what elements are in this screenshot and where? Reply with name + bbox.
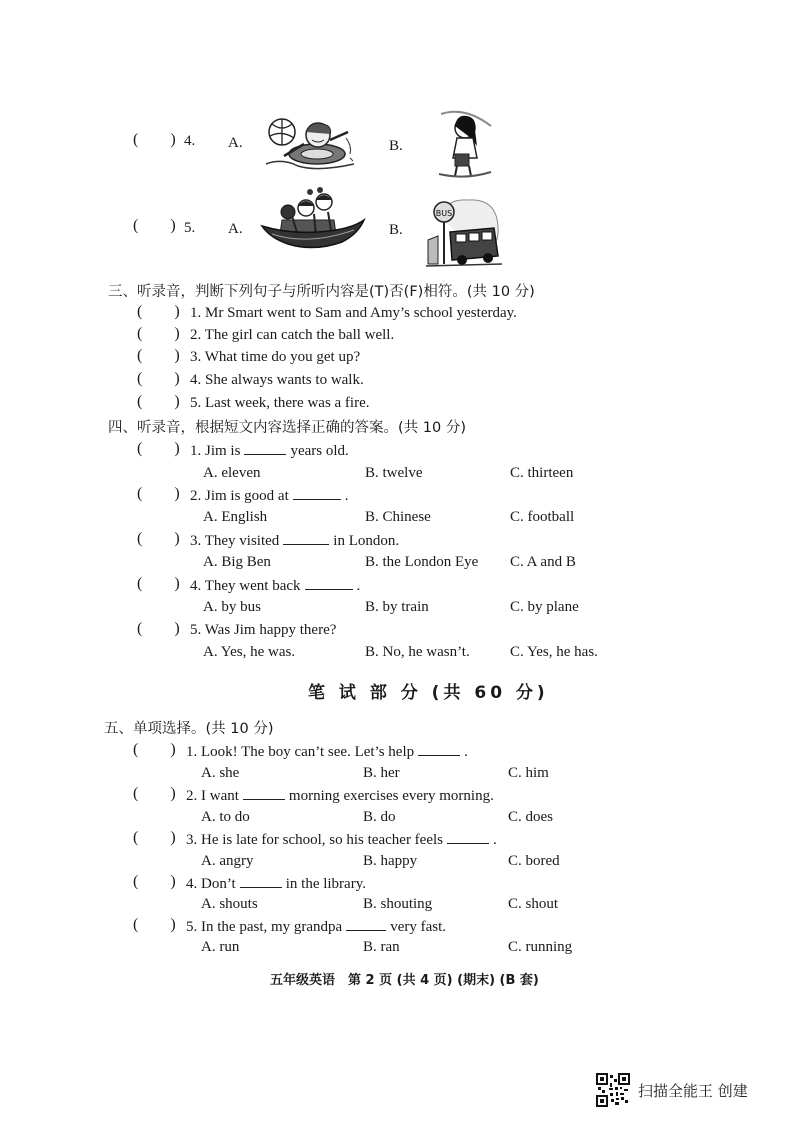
option-c: C. by plane <box>510 599 579 615</box>
option-b: B. twelve <box>365 465 423 481</box>
option-c: C. does <box>508 809 553 825</box>
fill-blank <box>346 916 386 931</box>
question-number: 4. <box>184 133 196 149</box>
option-a: A. she <box>201 765 240 781</box>
statement-text: 4. She always wants to walk. <box>190 372 364 388</box>
fill-blank <box>283 530 329 545</box>
option-a: A. eleven <box>203 465 261 481</box>
option-b: B. the London Eye <box>365 554 479 570</box>
option-c: C. Yes, he has. <box>510 644 598 660</box>
option-a: A. Yes, he was. <box>203 644 296 660</box>
answer-paren[interactable]: ( ) <box>137 485 180 502</box>
option-b: B. happy <box>363 853 418 869</box>
answer-paren[interactable]: ( ) <box>133 741 176 758</box>
answer-paren[interactable]: ( ) <box>133 829 176 846</box>
option-a: A. English <box>203 509 268 525</box>
answer-paren[interactable]: ( ) <box>137 370 180 387</box>
answer-paren[interactable]: ( ) <box>133 785 176 802</box>
girl-with-bucket-illustration <box>435 108 495 180</box>
answer-paren[interactable]: ( ) <box>137 303 180 320</box>
option-a: A. by bus <box>203 599 261 615</box>
written-part-title: 笔 试 部 分 (共 60 分) <box>308 683 549 703</box>
option-a: A. Big Ben <box>203 554 271 570</box>
question-number: 5. <box>184 220 196 236</box>
page-footer: 五年级英语 第 2 页 (共 4 页) (期末) (B 套) <box>270 973 539 988</box>
option-c: C. shout <box>508 896 559 912</box>
section-3-title: 三、听录音，判断下列句子与所听内容是(T)否(F)相符。(共 10 分) <box>108 284 535 300</box>
answer-paren[interactable]: ( ) <box>137 393 180 410</box>
answer-paren[interactable]: ( ) <box>137 440 180 457</box>
answer-paren[interactable]: ( ) <box>133 873 176 890</box>
fill-blank <box>447 829 489 844</box>
children-in-boat-illustration <box>258 186 366 262</box>
option-a: A. shouts <box>201 896 258 912</box>
option-b: B. her <box>363 765 400 781</box>
option-c: C. football <box>510 509 575 525</box>
fill-blank <box>244 440 286 455</box>
option-c: C. bored <box>508 853 560 869</box>
question-text: 2. I want morning exercises every morning. <box>186 785 494 806</box>
option-b: B. ran <box>363 939 400 955</box>
swimming-child-illustration <box>262 110 358 174</box>
answer-paren[interactable]: ( ) <box>137 325 180 342</box>
option-b: B. Chinese <box>365 509 431 525</box>
statement-text: 5. Last week, there was a fire. <box>190 395 370 411</box>
question-text: 1. Look! The boy can’t see. Let’s help . <box>186 741 468 762</box>
answer-paren[interactable]: ( ) <box>133 916 176 933</box>
question-text: 3. They visited in London. <box>190 530 399 551</box>
fill-blank <box>305 575 353 590</box>
option-b: B. shouting <box>363 896 433 912</box>
answer-paren[interactable]: ( ) <box>137 347 180 364</box>
section-5-title: 五、单项选择。(共 10 分) <box>104 721 274 737</box>
option-b: B. do <box>363 809 396 825</box>
option-c: C. him <box>508 765 549 781</box>
question-text: 5. In the past, my grandpa very fast. <box>186 916 446 937</box>
question-text: 2. Jim is good at . <box>190 485 349 506</box>
option-a: A. to do <box>201 809 250 825</box>
answer-paren[interactable]: ( ) <box>137 620 180 637</box>
option-c: C. A and B <box>510 554 576 570</box>
answer-paren[interactable]: ( ) <box>137 530 180 547</box>
fill-blank <box>293 485 341 500</box>
statement-text: 2. The girl can catch the ball well. <box>190 327 395 343</box>
section-4-title: 四、听录音，根据短文内容选择正确的答案。(共 10 分) <box>108 420 466 436</box>
question-text: 4. Don’t in the library. <box>186 873 366 894</box>
option-c: C. running <box>508 939 573 955</box>
statement-text: 3. What time do you get up? <box>190 349 361 365</box>
bus-stop-illustration <box>424 192 504 270</box>
fill-blank <box>240 873 282 888</box>
question-text: 4. They went back . <box>190 575 360 596</box>
question-text: 3. He is late for school, so his teacher feels . <box>186 829 497 850</box>
option-a: A. run <box>201 939 240 955</box>
answer-paren[interactable]: ( ) <box>133 131 176 148</box>
option-b-label: B. <box>389 222 403 238</box>
fill-blank <box>418 741 460 756</box>
option-a-label: A. <box>228 221 243 237</box>
answer-paren[interactable]: ( ) <box>137 575 180 592</box>
option-b-label: B. <box>389 138 403 154</box>
question-text: 5. Was Jim happy there? <box>190 622 337 638</box>
fill-blank <box>243 785 285 800</box>
watermark-text: 扫描全能王 创建 <box>638 1082 748 1100</box>
answer-paren[interactable]: ( ) <box>133 217 176 234</box>
qr-code-icon <box>596 1073 630 1107</box>
option-b: B. No, he wasn’t. <box>365 644 470 660</box>
option-b: B. by train <box>365 599 429 615</box>
option-a: A. angry <box>201 853 254 869</box>
option-c: C. thirteen <box>510 465 574 481</box>
statement-text: 1. Mr Smart went to Sam and Amy’s school yesterday. <box>190 305 517 321</box>
question-text: 1. Jim is years old. <box>190 440 349 461</box>
option-a-label: A. <box>228 135 243 151</box>
bus-sign-text: BUS <box>435 209 453 218</box>
